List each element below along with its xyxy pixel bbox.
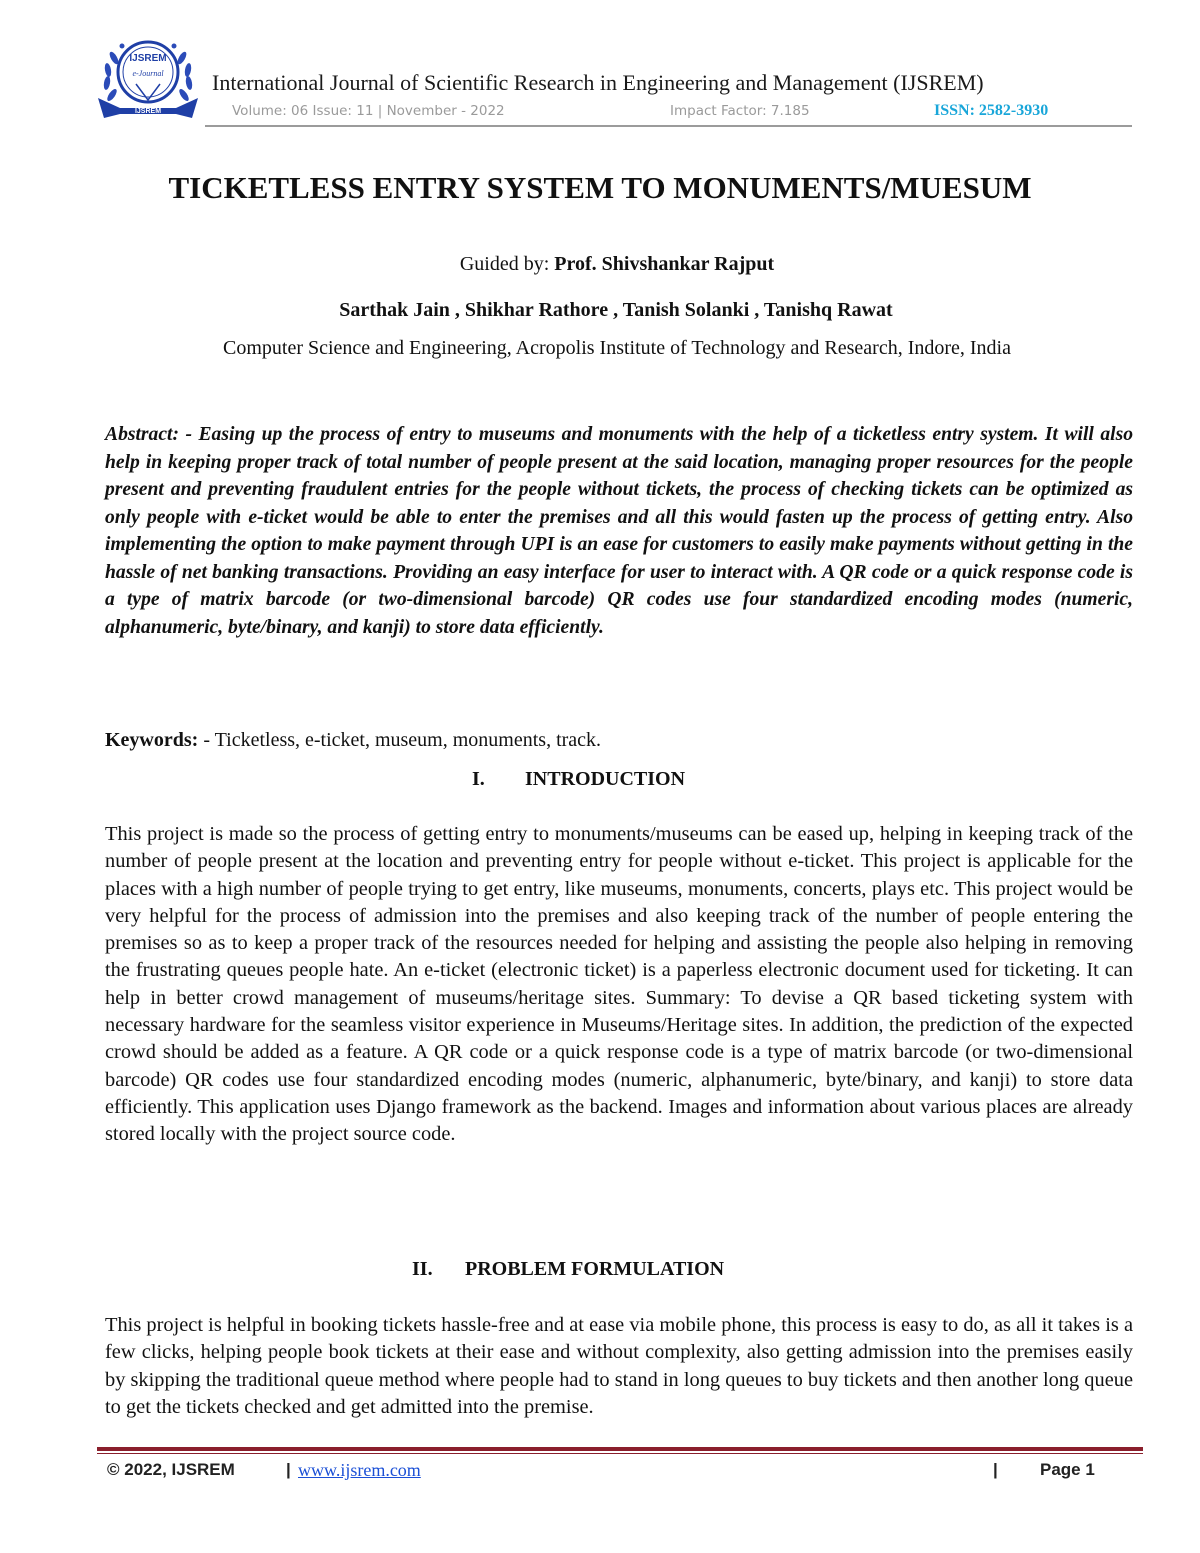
ijsrem-logo bbox=[92, 28, 204, 124]
logo-top-text: IJSREM bbox=[129, 53, 167, 64]
logo-middle-text: e-Journal bbox=[132, 69, 164, 78]
section-heading-problem-formulation bbox=[0, 1258, 1200, 1286]
affiliation: Computer Science and Engineering, Acropolis Institute of Technology and Research, Indore, India bbox=[222, 337, 1011, 359]
introduction-paragraph: This project is made so the process of getting entry to monuments/museums can be eased up, helping in keeping track of the number of people present at the location and preventing entry for people without e-ticket. This project is applicable for the places with a high number of people trying to get entry, like museums, monuments, concerts, plays etc. This project would be very helpful for the process of admission into the premises and also keeping track of the number of people entering the premises so as to keep a proper track of the resources needed for helping and assisting the people also helping in removing the frustrating queues people hate. An e-ticket (electronic ticket) is a paperless electronic document used for ticketing. It can help in better crowd management of museums/heritage sites. Summary: To devise a QR based ticketing system with necessary hardware for the seamless visitor experience in Museums/Heritage sites. In addition, the prediction of the expected crowd should be added as a feature. A QR code or a quick response code is a type of matrix barcode (or two-dimensional barcode) QR codes use four standardized encoding modes (numeric, alphanumeric, byte/binary, and kanji) to store data efficiently. This application uses Django framework as the backend. Images and information about various places are already stored locally with the project source code. bbox=[105, 823, 1133, 1146]
keywords-label: Keywords: bbox=[105, 729, 199, 751]
page-footer bbox=[0, 1460, 1200, 1486]
guided-by-label: Guided by: bbox=[459, 253, 555, 275]
guide-name: Prof. Shivshankar Rajput bbox=[554, 253, 775, 275]
author-list: Sarthak Jain , Shikhar Rathore , Tanish Solanki , Tanishq Rawat bbox=[339, 299, 893, 321]
copyright: © 2022, IJSREM bbox=[107, 1460, 235, 1479]
journal-website-link[interactable]: www.ijsrem.com bbox=[298, 1460, 421, 1480]
section-title: INTRODUCTION bbox=[525, 768, 686, 790]
keywords-text: - Ticketless, e-ticket, museum, monuments, track. bbox=[198, 729, 602, 751]
section-number: II. bbox=[412, 1258, 433, 1280]
footer-separator: | bbox=[993, 1460, 998, 1479]
issn: ISSN: 2582-3930 bbox=[934, 102, 1049, 119]
section-number: I. bbox=[472, 768, 485, 790]
keywords bbox=[105, 729, 1133, 752]
abstract: Abstract: - Easing up the process of entry to museums and monuments with the help of a ticketless entry system. It will also help in keeping proper track of total number of people present at the said location, managing proper resources for the people present and preventing fraudulent entries for the people without tickets, the process of checking tickets can be optimized as only people with e-ticket would be able to enter the premises and all this would fasten up the process of getting entry. Also implementing the option to make payment through UPI is an ease for customers to easily make payments without getting in the hassle of net banking transactions. Providing an easy interface for user to interact with. A QR code or a quick response code is a type of matrix barcode (or two-dimensional barcode) QR codes use four standardized encoding modes (numeric, alphanumeric, byte/binary, and kanji) to store data efficiently. bbox=[105, 424, 1133, 638]
footer-divider bbox=[97, 1447, 1143, 1451]
journal-meta bbox=[232, 103, 1132, 123]
paper-title: TICKETLESS ENTRY SYSTEM TO MONUMENTS/MUESUM bbox=[168, 170, 1032, 205]
logo-ribbon-text: IJSREM bbox=[134, 108, 162, 115]
problem-formulation-paragraph: This project is helpful in booking tickets hassle-free and at ease via mobile phone, this process is easy to do, as all it takes is a few clicks, helping people book tickets at their ease and without complexity, also getting admission into the premises easily by skipping the traditional queue method where people had to stand in long queues to buy tickets and then another long queue to get the tickets checked and get admitted into the premise. bbox=[105, 1314, 1133, 1418]
volume-info: Volume: 06 Issue: 11 | November - 2022 bbox=[232, 103, 505, 119]
footer-divider-thin bbox=[97, 1453, 1143, 1454]
header-divider bbox=[205, 125, 1132, 127]
section-heading-introduction bbox=[0, 768, 1200, 796]
impact-factor: Impact Factor: 7.185 bbox=[670, 103, 810, 119]
page-number: Page 1 bbox=[1040, 1460, 1095, 1479]
footer-separator: | bbox=[286, 1460, 291, 1479]
section-title: PROBLEM FORMULATION bbox=[465, 1258, 725, 1280]
journal-name: International Journal of Scientific Research in Engineering and Management (IJSREM) bbox=[212, 70, 984, 95]
guided-by bbox=[0, 253, 1200, 276]
